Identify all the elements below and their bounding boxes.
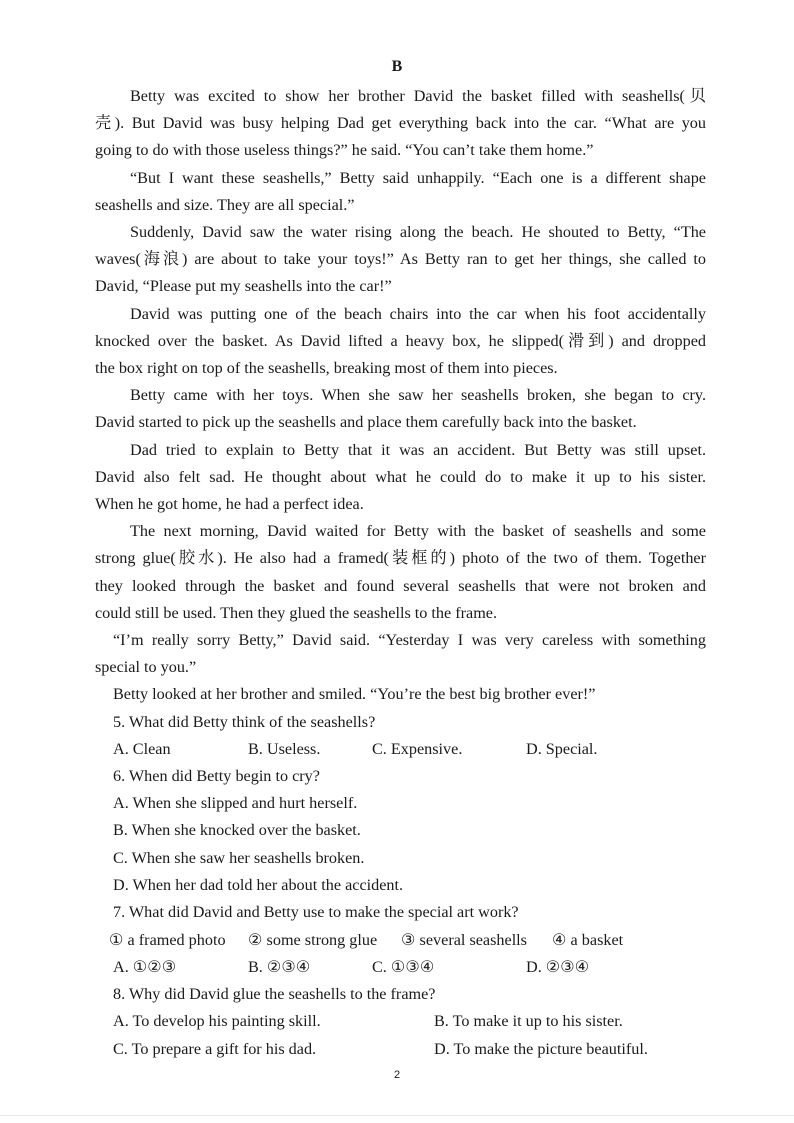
- passage-line: seashells and size. They are all special.”: [95, 196, 355, 214]
- option: C. To prepare a gift for his dad.: [113, 1040, 317, 1058]
- item: ② some strong glue: [248, 931, 378, 949]
- passage-line: “But I want these seashells,” Betty said unhappily. “Each one is a different shape: [130, 169, 706, 187]
- item: ③ several seashells: [401, 931, 527, 949]
- passage-line: Suddenly, David saw the water rising along the beach. He shouted to Betty, “The: [130, 223, 706, 241]
- option: C. When she saw her seashells broken.: [113, 849, 365, 867]
- passage-line: waves(海浪) are about to take your toys!” As Betty ran to get her things, she called to: [95, 250, 707, 268]
- item: ① a framed photo: [109, 931, 226, 949]
- option: B. Useless.: [248, 740, 321, 758]
- passage-line: David was putting one of the beach chairs into the car when his foot accidentally: [130, 305, 706, 323]
- question-stem: 5. What did Betty think of the seashells?: [113, 713, 376, 731]
- option: A. When she slipped and hurt herself.: [113, 794, 358, 812]
- option: D. To make the picture beautiful.: [434, 1040, 648, 1058]
- option: D. ②③④: [526, 958, 590, 976]
- passage-line: going to do with those useless things?” he said. “You can’t take them home.”: [95, 141, 594, 159]
- passage-line: David started to pick up the seashells and place them carefully back into the basket.: [95, 413, 637, 431]
- option: C. ①③④: [372, 958, 435, 976]
- passage-line: the box right on top of the seashells, breaking most of them into pieces.: [95, 359, 558, 377]
- passage-line: David, “Please put my seashells into the car!”: [95, 277, 392, 295]
- question-stem: 6. When did Betty begin to cry?: [113, 767, 320, 785]
- passage-line: 壳). But David was busy helping Dad get everything back into the car. “What are you: [95, 114, 706, 132]
- option: A. Clean: [113, 740, 171, 758]
- item: ④ a basket: [552, 931, 624, 949]
- option: C. Expensive.: [372, 740, 463, 758]
- option: D. Special.: [526, 740, 598, 758]
- section-title: B: [391, 58, 403, 75]
- question-stem: 7. What did David and Betty use to make the special art work?: [113, 903, 519, 921]
- passage-line: “I’m really sorry Betty,” David said. “Yesterday I was very careless with something: [113, 631, 706, 649]
- option: B. ②③④: [248, 958, 311, 976]
- passage-line: Betty came with her toys. When she saw her seashells broken, she began to cry.: [130, 386, 706, 404]
- passage-line: strong glue(胶水). He also had a framed(装框的) photo of the two of them. Together: [95, 549, 706, 567]
- passage-line: When he got home, he had a perfect idea.: [95, 495, 364, 513]
- option: B. When she knocked over the basket.: [113, 821, 361, 839]
- passage-line: The next morning, David waited for Betty with the basket of seashells and some: [130, 522, 706, 540]
- option: D. When her dad told her about the accident.: [113, 876, 404, 894]
- passage-line: knocked over the basket. As David lifted a heavy box, he slipped(滑到) and dropped: [95, 332, 706, 350]
- page-bottom-divider: [0, 1115, 794, 1116]
- passage-line: Betty was excited to show her brother David the basket filled with seashells(贝: [130, 87, 706, 105]
- option: A. ①②③: [113, 958, 177, 976]
- page-number: 2: [393, 1069, 401, 1081]
- passage-line: special to you.”: [95, 658, 197, 676]
- passage-line: David also felt sad. He thought about what he could do to make it up to his sister.: [95, 468, 706, 486]
- option: B. To make it up to his sister.: [434, 1012, 623, 1030]
- passage-line: they looked through the basket and found several seashells that were not broken and: [95, 577, 706, 595]
- passage-line: Betty looked at her brother and smiled. “You’re the best big brother ever!”: [113, 685, 596, 703]
- option: A. To develop his painting skill.: [113, 1012, 321, 1030]
- question-stem: 8. Why did David glue the seashells to the frame?: [113, 985, 436, 1003]
- passage-line: Dad tried to explain to Betty that it was an accident. But Betty was still upset.: [130, 441, 706, 459]
- passage-line: could still be used. Then they glued the seashells to the frame.: [95, 604, 498, 622]
